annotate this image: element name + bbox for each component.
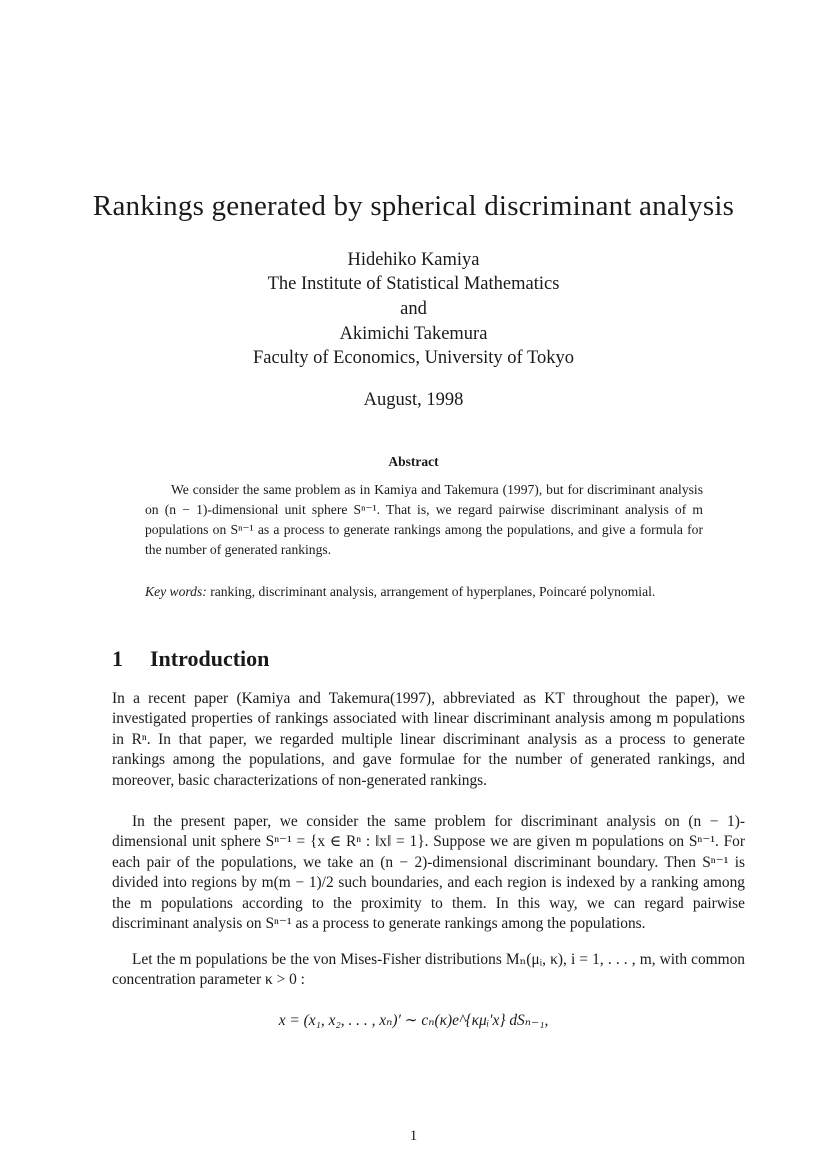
intro-paragraph-2: In the present paper, we consider the same problem for discriminant analysis on (n − 1)-dimensional unit sphere Sⁿ⁻¹ = {x ∈ Rⁿ : ‖x‖ = 1}. Suppose we are given m populations on Sⁿ⁻¹. For each pair of the populations, we take an (n − 2)-dimensional discriminant boundary. Then Sⁿ⁻¹ is divided into regions by m(m − 1)/2 such boundaries, and each region is indexed by a ranking among the m populations according to the proximity to them. In this way, we can regard pairwise discriminant analysis on Sⁿ⁻¹ as a process to generate rankings among the populations. <box>112 813 745 933</box>
paper-date: August, 1998 <box>363 390 464 410</box>
section-heading <box>112 646 269 672</box>
author-name-2: Akimichi Takemura <box>339 324 488 344</box>
keywords <box>145 582 703 602</box>
intro-paragraph-1: In a recent paper (Kamiya and Takemura(1997), abbreviated as KT throughout the paper), we investigated properties of rankings associated with linear discriminant analysis among m populations in Rⁿ. In that paper, we regarded multiple linear discriminant analysis as a process to generate rankings among the populations, and gave formulae for the number of generated rankings, and moreover, basic characterizations of non-generated rankings. <box>112 690 745 789</box>
abstract-heading: Abstract <box>388 454 439 469</box>
author-affiliation-2: Faculty of Economics, University of Tokyo <box>252 348 575 368</box>
page-number: 1 <box>409 1128 418 1144</box>
section-number: 1 <box>112 646 123 671</box>
display-equation: x = (x₁, x₂, . . . , xₙ)′ ∼ cₙ(κ)e^{κμᵢ′x} dSₙ₋₁, <box>278 1012 549 1029</box>
intro-paragraph-3: Let the m populations be the von Mises-Fisher distributions Mₙ(μᵢ, κ), i = 1, . . . , m, with common concentration parameter κ > 0 : <box>112 951 745 989</box>
abstract-body: We consider the same problem as in Kamiya and Takemura (1997), but for discriminant analysis on (n − 1)-dimensional unit sphere Sⁿ⁻¹. That is, we regard pairwise discriminant analysis of m populations on Sⁿ⁻¹ as a process to generate rankings among the populations, and give a formula for the number of generated rankings. <box>145 482 703 557</box>
author-affiliation-1: The Institute of Statistical Mathematics <box>267 274 560 294</box>
keywords-text: ranking, discriminant analysis, arrangement of hyperplanes, Poincaré polynomial. <box>210 584 656 599</box>
paper-title: Rankings generated by spherical discriminant analysis <box>92 190 735 222</box>
section-title: Introduction <box>150 646 270 671</box>
keywords-label: Key words: <box>145 584 207 599</box>
author-name-1: Hidehiko Kamiya <box>347 250 480 270</box>
author-conjunction: and <box>400 299 427 319</box>
